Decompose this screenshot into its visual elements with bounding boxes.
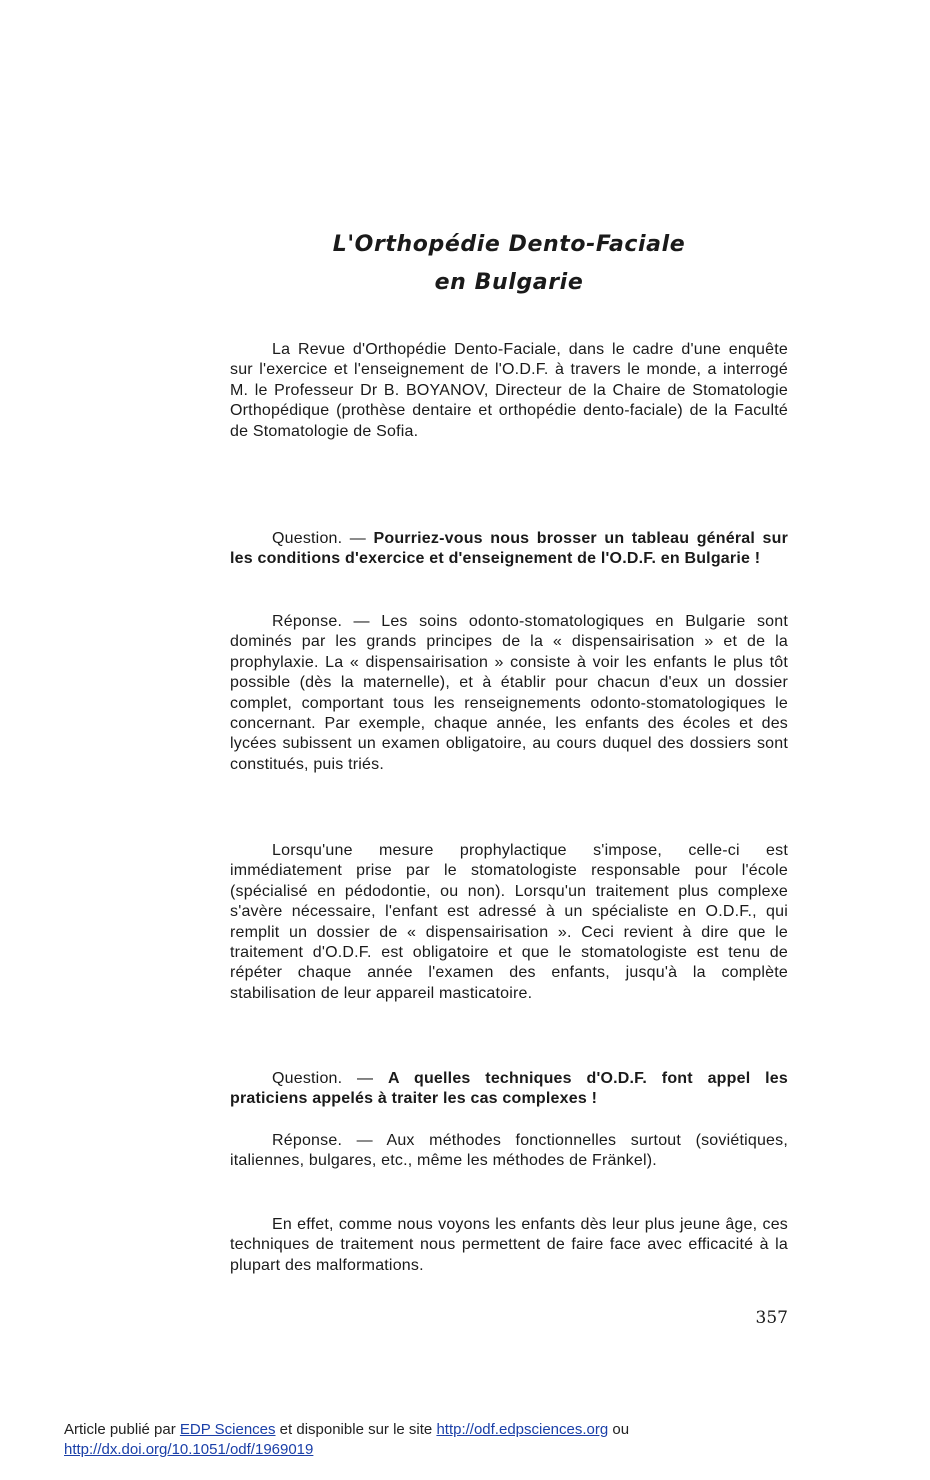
footer-prefix: Article publié par xyxy=(64,1421,180,1438)
question-2-text: A quelles techniques d'O.D.F. font appel les praticiens appelés à traiter les cas complexes ! xyxy=(230,1070,788,1108)
article-title xyxy=(230,226,788,302)
question-2-label: Question. — xyxy=(272,1070,374,1087)
publisher-link[interactable]: EDP Sciences xyxy=(179,1421,276,1438)
answer-4-paragraph: En effet, comme nous voyons les enfants dès leur plus jeune âge, ces techniques de traitement nous permettent de faire face avec efficacité à la plupart des malformations. xyxy=(230,1216,788,1274)
answer-4-block xyxy=(230,1215,788,1276)
intro-block xyxy=(230,340,788,442)
answer-2-block xyxy=(230,841,788,1004)
question-1-text: Pourriez-vous nous brosser un tableau général sur les conditions d'exercice et d'enseignement de l'O.D.F. en Bulgarie ! xyxy=(230,530,788,568)
question-2-block xyxy=(230,1069,788,1110)
question-2 xyxy=(230,1069,788,1110)
doi-link[interactable]: http://dx.doi.org/10.1051/odf/1969019 xyxy=(64,1441,314,1458)
answer-3-paragraph: Réponse. — Aux méthodes fonctionnelles surtout (soviétiques, italiennes, bulgares, etc., même les méthodes de Fränkel). xyxy=(230,1132,788,1170)
publication-footer xyxy=(64,1420,884,1460)
footer-suffix: ou xyxy=(608,1421,630,1438)
question-1 xyxy=(230,529,788,570)
title-line-2: en Bulgarie xyxy=(434,270,584,295)
question-1-label: Question. — xyxy=(272,530,366,547)
footer-middle: et disponible sur le site xyxy=(275,1421,437,1438)
page-number: 357 xyxy=(755,1308,788,1328)
site-link[interactable]: http://odf.edpsciences.org xyxy=(436,1421,609,1438)
answer-3-block xyxy=(230,1131,788,1172)
answer-2-paragraph: Lorsqu'une mesure prophylactique s'impose, celle-ci est immédiatement prise par le stomatologiste responsable pour l'école (spécialisé en pédodontie, ou non). Lorsqu'un traitement plus complexe s'avère nécessaire, l'enfant est adressé à un spécialiste en O.D.F., qui remplit un dossier de « dispensairisation ». Ceci revient à dire que le traitement d'O.D.F. est obligatoire et que le stomatologiste est tenu de répéter chaque année l'examen des enfants, jusqu'à la complète stabilisation de leur appareil masticatoire. xyxy=(230,842,788,1002)
question-1-block xyxy=(230,529,788,570)
intro-paragraph: La Revue d'Orthopédie Dento-Faciale, dans le cadre d'une enquête sur l'exercice et l'enseignement de l'O.D.F. à travers le monde, a interrogé M. le Professeur Dr B. BOYANOV, Directeur de la Chaire de Stomatologie Orthopédique (prothèse dentaire et orthopédie dento-faciale) de la Faculté de Stomatologie de Sofia. xyxy=(230,341,788,440)
answer-1-block xyxy=(230,612,788,775)
answer-1-paragraph: Réponse. — Les soins odonto-stomatologiques en Bulgarie sont dominés par les grands principes de la « dispensairisation » et de la prophylaxie. La « dispensairisation » consiste à voir les enfants le plus tôt possible (dès la maternelle), et à établir pour chacun d'eux un dossier complet, comportant tous les renseignements odonto-stomatologiques le concernant. Par exemple, chaque année, les enfants des écoles et des lycées subissent un examen obligatoire, au cours duquel des dossiers sont constitués, puis triés. xyxy=(230,613,788,773)
title-line-1: L'Orthopédie Dento-Faciale xyxy=(332,232,686,257)
